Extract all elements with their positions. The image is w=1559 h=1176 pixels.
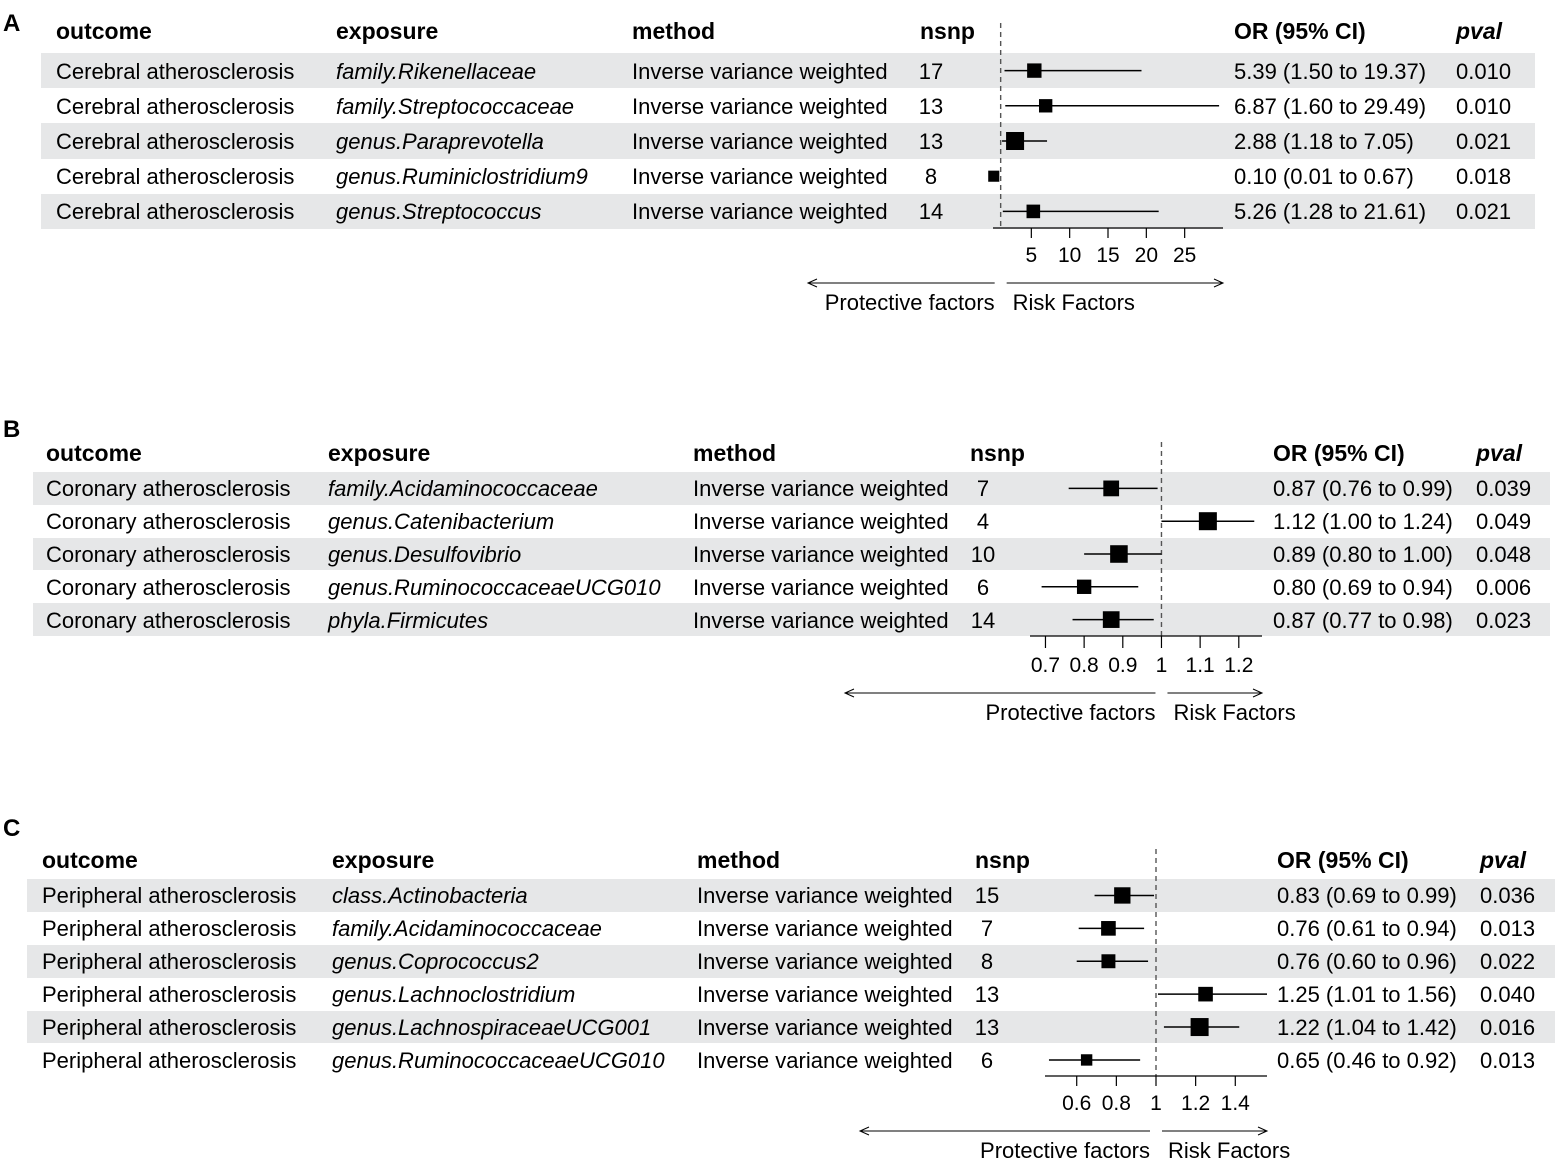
x-tick-label: 15: [1096, 244, 1120, 267]
method-cell: Inverse variance weighted: [693, 574, 949, 600]
header-method: method: [693, 440, 777, 466]
forest-plot: [855, 869, 1337, 1176]
method-cell: Inverse variance weighted: [693, 509, 949, 535]
method-cell: Inverse variance weighted: [632, 199, 888, 225]
method-cell: Inverse variance weighted: [693, 542, 949, 567]
or-point: [1039, 99, 1052, 112]
or-point: [1101, 954, 1115, 968]
or-ci-cell: 0.76 (0.61 to 0.94): [1277, 916, 1457, 942]
or-ci-cell: 1.22 (1.04 to 1.42): [1277, 1015, 1457, 1041]
or-point: [988, 171, 999, 182]
or-ci-cell: 0.80 (0.69 to 0.94): [1273, 574, 1453, 600]
outcome-cell: Peripheral atherosclerosis: [42, 982, 297, 1008]
nsnp-cell: 13: [918, 93, 944, 119]
nsnp-cell: 14: [918, 199, 944, 225]
or-ci-cell: 0.87 (0.76 to 0.99): [1273, 476, 1453, 502]
method-cell: Inverse variance weighted: [632, 164, 888, 190]
outcome-cell: Peripheral atherosclerosis: [42, 949, 297, 975]
x-tick-label: 10: [1057, 244, 1082, 267]
risk-label: Risk Factors: [1168, 1138, 1291, 1163]
outcome-cell: Cerebral atherosclerosis: [56, 58, 295, 84]
x-tick-label: 1.2: [1181, 1092, 1211, 1115]
nsnp-cell: 13: [974, 1015, 1000, 1041]
header-nsnp: nsnp: [920, 18, 975, 44]
nsnp-cell: 6: [976, 574, 990, 600]
header-nsnp: nsnp: [970, 440, 1025, 466]
or-ci-cell: 0.76 (0.60 to 0.96): [1277, 949, 1457, 975]
x-tick-label: 20: [1134, 244, 1159, 267]
or-ci-cell: 5.26 (1.28 to 21.61): [1234, 199, 1427, 225]
exposure-cell: family.Acidaminococcaceae: [328, 476, 598, 502]
header-pval: pval: [1476, 440, 1523, 466]
or-ci-cell: 0.83 (0.69 to 0.99): [1277, 883, 1457, 909]
pval-cell: 0.010: [1456, 58, 1512, 84]
x-tick-label: 0.6: [1062, 1092, 1092, 1115]
header-or: OR (95% CI): [1277, 847, 1409, 873]
pval-cell: 0.013: [1480, 916, 1536, 942]
outcome-cell: Peripheral atherosclerosis: [42, 1047, 297, 1073]
outcome-cell: Coronary atherosclerosis: [46, 607, 291, 633]
pval-cell: 0.018: [1456, 164, 1512, 190]
or-point: [1006, 132, 1024, 150]
nsnp-cell: 8: [924, 164, 938, 190]
outcome-cell: Cerebral atherosclerosis: [56, 93, 295, 119]
header-outcome: outcome: [42, 847, 138, 873]
or-point: [1110, 545, 1128, 563]
header-method: method: [697, 847, 781, 873]
x-tick-label: 0.7: [1030, 654, 1061, 677]
x-tick-label: 25: [1172, 244, 1197, 267]
or-ci-cell: 1.25 (1.01 to 1.56): [1277, 982, 1457, 1008]
panel-letter: A: [3, 10, 21, 37]
pval-cell: 0.049: [1476, 509, 1532, 535]
exposure-cell: family.Acidaminococcaceae: [332, 916, 602, 942]
pval-cell: 0.021: [1456, 129, 1512, 154]
panel-letter: B: [3, 416, 21, 443]
exposure-cell: genus.Ruminiclostridium9: [336, 164, 588, 190]
risk-label: Risk Factors: [1012, 290, 1135, 315]
x-tick-label: 0.8: [1101, 1092, 1131, 1115]
pval-cell: 0.006: [1476, 574, 1532, 600]
pval-cell: 0.010: [1456, 93, 1512, 119]
or-ci-cell: 0.65 (0.46 to 0.92): [1277, 1047, 1457, 1073]
pval-cell: 0.048: [1476, 542, 1532, 567]
exposure-cell: genus.Desulfovibrio: [328, 542, 522, 567]
header-outcome: outcome: [46, 440, 142, 466]
nsnp-cell: 14: [970, 607, 996, 633]
or-ci-cell: 5.39 (1.50 to 19.37): [1234, 58, 1427, 84]
or-ci-cell: 0.89 (0.80 to 1.00): [1273, 542, 1453, 567]
method-cell: Inverse variance weighted: [697, 883, 953, 909]
header-pval: pval: [1480, 847, 1527, 873]
exposure-cell: class.Actinobacteria: [332, 883, 528, 909]
or-point: [1103, 481, 1119, 497]
or-ci-cell: 0.87 (0.77 to 0.98): [1273, 607, 1453, 633]
nsnp-cell: 10: [970, 542, 996, 567]
or-point: [1027, 63, 1041, 77]
x-tick-label: 1.1: [1185, 654, 1215, 677]
or-ci-cell: 0.10 (0.01 to 0.67): [1234, 164, 1414, 190]
outcome-cell: Coronary atherosclerosis: [46, 574, 291, 600]
pval-cell: 0.023: [1476, 607, 1532, 633]
pval-cell: 0.013: [1480, 1047, 1536, 1073]
outcome-cell: Peripheral atherosclerosis: [42, 916, 297, 942]
header-exposure: exposure: [336, 18, 439, 44]
outcome-cell: Coronary atherosclerosis: [46, 542, 291, 567]
or-point: [1077, 580, 1091, 594]
method-cell: Inverse variance weighted: [632, 93, 888, 119]
method-cell: Inverse variance weighted: [697, 1015, 953, 1041]
method-cell: Inverse variance weighted: [697, 1047, 953, 1073]
x-tick-label: 1.2: [1224, 654, 1254, 677]
or-point: [1103, 611, 1120, 628]
header-exposure: exposure: [328, 440, 431, 466]
or-point: [1101, 921, 1116, 936]
exposure-cell: genus.RuminococcaceaeUCG010: [332, 1047, 665, 1073]
outcome-cell: Peripheral atherosclerosis: [42, 883, 297, 909]
or-point: [1027, 205, 1041, 219]
exposure-cell: genus.Streptococcus: [336, 199, 542, 225]
nsnp-cell: 13: [974, 982, 1000, 1008]
exposure-cell: genus.Paraprevotella: [336, 129, 544, 154]
exposure-cell: genus.Coprococcus2: [332, 949, 539, 975]
header-pval: pval: [1456, 18, 1503, 44]
outcome-cell: Cerebral atherosclerosis: [56, 129, 295, 154]
exposure-cell: family.Rikenellaceae: [336, 58, 537, 84]
method-cell: Inverse variance weighted: [697, 916, 953, 942]
nsnp-cell: 8: [980, 949, 994, 975]
pval-cell: 0.040: [1480, 982, 1536, 1008]
panel-letter: C: [3, 815, 21, 842]
pval-cell: 0.022: [1480, 949, 1536, 975]
or-point: [1199, 512, 1217, 530]
protective-label: Protective factors: [980, 1138, 1150, 1163]
header-outcome: outcome: [56, 18, 152, 44]
pval-cell: 0.036: [1480, 883, 1536, 909]
x-tick-label: 0.8: [1069, 654, 1099, 677]
nsnp-cell: 7: [976, 476, 990, 502]
header-method: method: [632, 18, 716, 44]
method-cell: Inverse variance weighted: [632, 58, 888, 84]
exposure-cell: genus.Lachnoclostridium: [332, 982, 576, 1008]
header-or: OR (95% CI): [1234, 18, 1366, 44]
header-exposure: exposure: [332, 847, 435, 873]
outcome-cell: Coronary atherosclerosis: [46, 509, 291, 535]
outcome-cell: Peripheral atherosclerosis: [42, 1015, 297, 1041]
exposure-cell: genus.Catenibacterium: [328, 509, 555, 535]
method-cell: Inverse variance weighted: [693, 607, 949, 633]
method-cell: Inverse variance weighted: [697, 982, 953, 1008]
risk-label: Risk Factors: [1173, 700, 1296, 725]
or-point: [1114, 887, 1130, 903]
outcome-cell: Coronary atherosclerosis: [46, 476, 291, 502]
exposure-cell: phyla.Firmicutes: [328, 607, 489, 633]
x-tick-label: 1: [1150, 1092, 1162, 1115]
or-ci-cell: 1.12 (1.00 to 1.24): [1273, 509, 1453, 535]
header-or: OR (95% CI): [1273, 440, 1405, 466]
exposure-cell: genus.LachnospiraceaeUCG001: [332, 1015, 652, 1041]
exposure-cell: genus.RuminococcaceaeUCG010: [328, 574, 661, 600]
header-nsnp: nsnp: [975, 847, 1030, 873]
or-point: [1198, 987, 1213, 1002]
or-ci-cell: 6.87 (1.60 to 29.49): [1234, 93, 1427, 119]
nsnp-cell: 17: [918, 58, 944, 84]
method-cell: Inverse variance weighted: [697, 949, 953, 975]
or-ci-cell: 2.88 (1.18 to 7.05): [1234, 129, 1414, 154]
protective-label: Protective factors: [985, 700, 1156, 725]
x-tick-label: 5: [1025, 244, 1038, 267]
forest-plot: [840, 462, 1332, 736]
method-cell: Inverse variance weighted: [693, 476, 949, 502]
or-point: [1081, 1054, 1092, 1065]
forest-plot: [803, 43, 1293, 328]
x-tick-label: 1.4: [1220, 1092, 1250, 1115]
nsnp-cell: 7: [980, 916, 994, 942]
nsnp-cell: 13: [918, 129, 944, 154]
outcome-cell: Cerebral atherosclerosis: [56, 164, 295, 190]
x-tick-label: 1: [1155, 654, 1168, 677]
or-point: [1191, 1018, 1209, 1036]
nsnp-cell: 15: [974, 883, 1000, 909]
nsnp-cell: 6: [980, 1047, 994, 1073]
pval-cell: 0.039: [1476, 476, 1532, 502]
nsnp-cell: 4: [976, 509, 990, 535]
outcome-cell: Cerebral atherosclerosis: [56, 199, 295, 225]
exposure-cell: family.Streptococcaceae: [336, 93, 575, 119]
x-tick-label: 0.9: [1108, 654, 1138, 677]
protective-label: Protective factors: [824, 290, 995, 315]
method-cell: Inverse variance weighted: [632, 129, 888, 154]
pval-cell: 0.016: [1480, 1015, 1536, 1041]
pval-cell: 0.021: [1456, 199, 1512, 225]
